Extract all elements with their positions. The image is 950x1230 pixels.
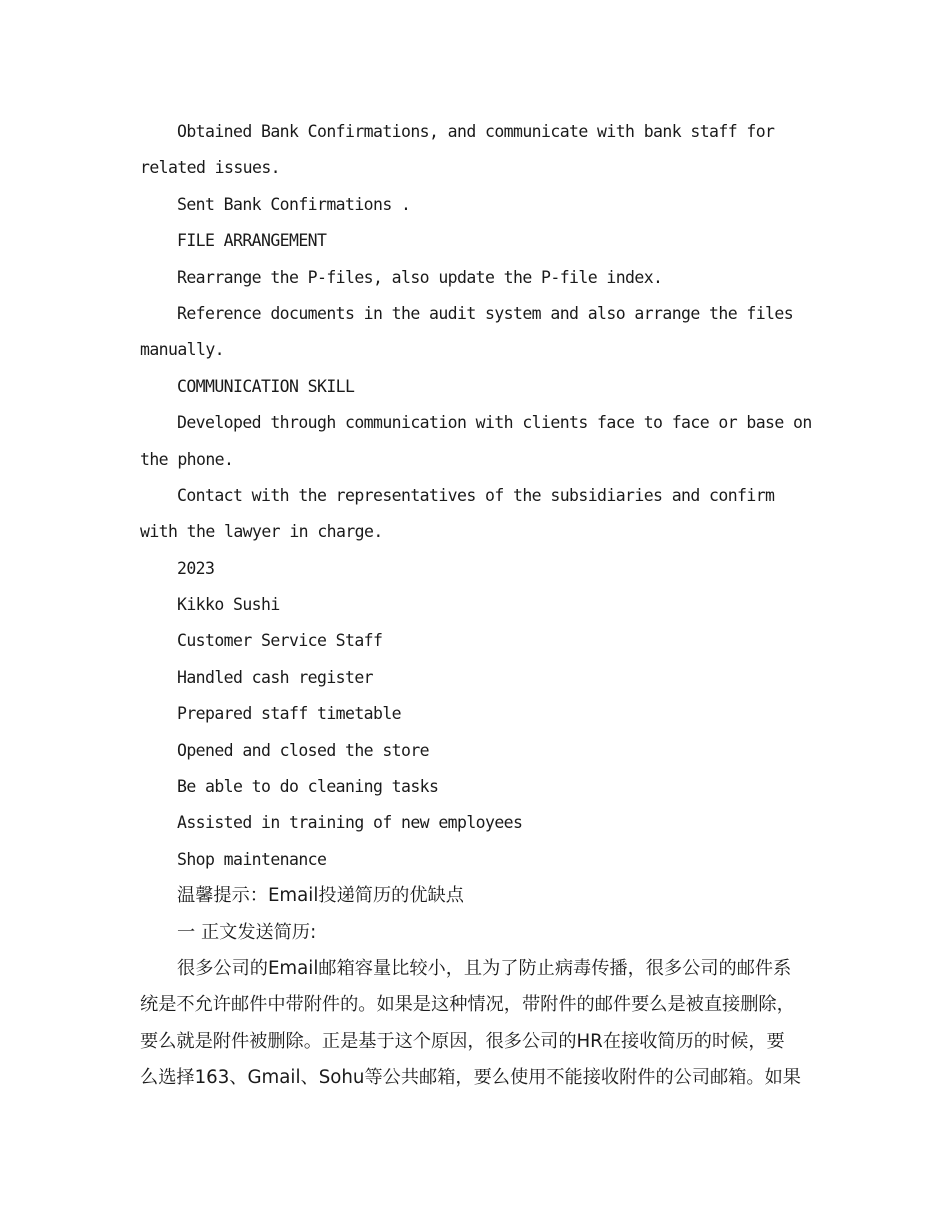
text-line: 要么就是附件被删除。正是基于这个原因，很多公司的HR在接收简历的时候，要 [140, 1030, 785, 1052]
text-line: Rearrange the P-files, also update the P-file index. [177, 267, 663, 287]
text-line: Developed through communication with clients face to face or base on [177, 413, 812, 433]
section-heading: FILE ARRANGEMENT [177, 231, 327, 251]
text-line: 么选择163、Gmail、Sohu等公共邮箱，要么使用不能接收附件的公司邮箱。如果 [140, 1067, 801, 1089]
duty-item: Be able to do cleaning tasks [177, 777, 439, 797]
text-line: 统是不允许邮件中带附件的。如果是这种情况，带附件的邮件要么是被直接删除， [140, 994, 795, 1016]
tip-heading: 温馨提示：Email投递简历的优缺点 [177, 885, 464, 907]
duty-item: Assisted in training of new employees [177, 813, 523, 833]
duty-item: Shop maintenance [177, 849, 327, 869]
text-line: related issues. [140, 158, 281, 178]
employer-name: Kikko Sushi [177, 595, 280, 615]
document-body [140, 114, 815, 1097]
text-line: Obtained Bank Confirmations, and communicate with bank staff for [177, 122, 775, 141]
text-line: with the lawyer in charge. [140, 522, 383, 542]
duty-item: Handled cash register [177, 667, 374, 687]
text-line: Contact with the representatives of the subsidiaries and confirm [177, 485, 775, 505]
text-line: 很多公司的Email邮箱容量比较小，且为了防止病毒传播，很多公司的邮件系 [177, 957, 792, 979]
job-title: Customer Service Staff [177, 631, 383, 651]
text-line: the phone. [140, 449, 234, 469]
section-heading: COMMUNICATION SKILL [177, 376, 355, 396]
tip-subheading: 一 正文发送简历: [177, 921, 317, 943]
text-line: Sent Bank Confirmations . [177, 194, 411, 214]
text-line: manually. [140, 340, 225, 360]
text-line: Reference documents in the audit system and also arrange the files [177, 303, 794, 323]
duty-item: Prepared staff timetable [177, 704, 402, 724]
job-year: 2023 [177, 558, 215, 578]
duty-item: Opened and closed the store [177, 740, 430, 760]
